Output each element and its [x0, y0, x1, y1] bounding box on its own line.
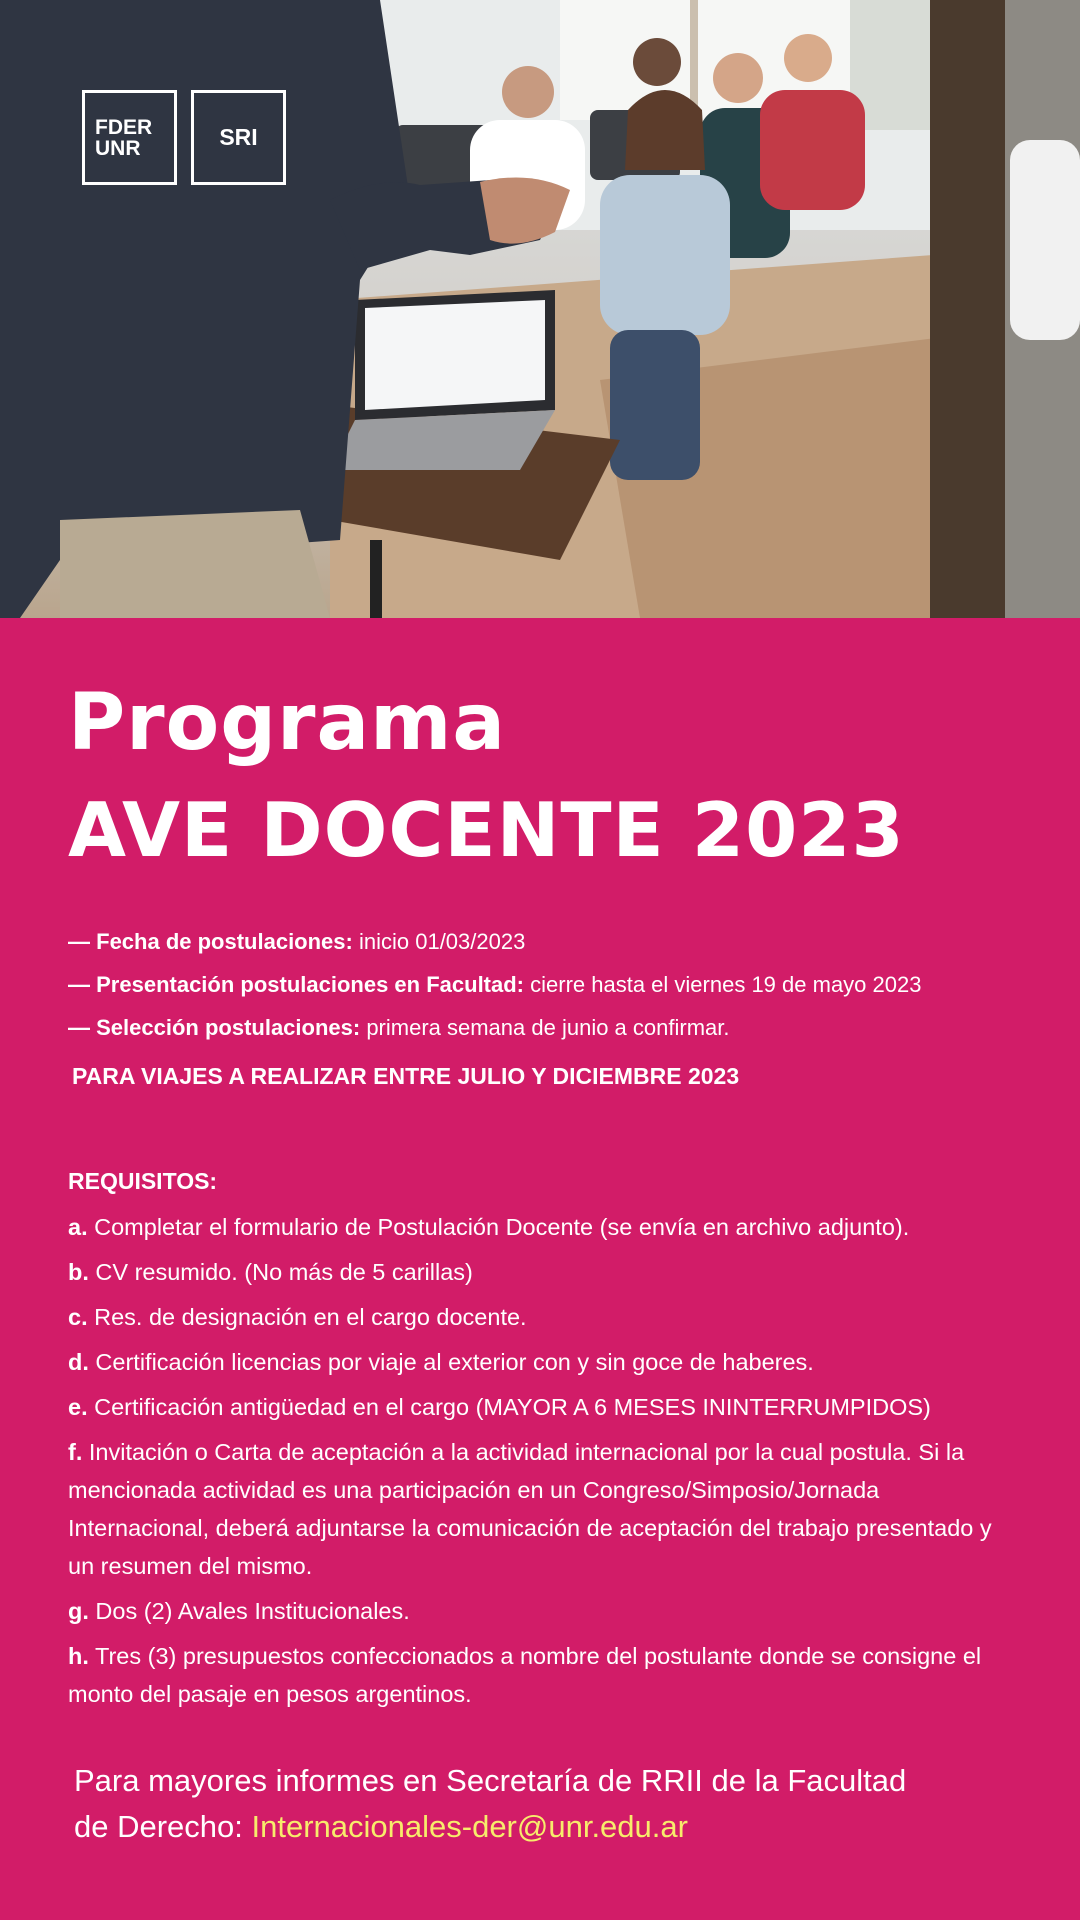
requirement-text: Tres (3) presupuestos confeccionados a nombre del postulante donde se consigne el monto del pasaje en pesos argentinos.	[68, 1643, 982, 1707]
header-photo	[0, 0, 1080, 618]
date-item-applications	[68, 920, 921, 963]
requirement-letter: c.	[68, 1304, 88, 1330]
logo-group	[82, 90, 286, 185]
date-item-selection	[68, 1006, 921, 1049]
requirement-text: Completar el formulario de Postulación Docente (se envía en archivo adjunto).	[87, 1214, 910, 1240]
requirement-item	[68, 1637, 998, 1713]
date-dash: —	[68, 1015, 90, 1040]
fder-unr-logo	[82, 90, 177, 185]
requirement-item	[68, 1208, 998, 1246]
logo-fder-text: FDER	[95, 115, 153, 139]
logo-unr-text: UNR	[95, 136, 141, 160]
date-label: Selección postulaciones:	[96, 1015, 361, 1040]
requirement-item	[68, 1343, 998, 1381]
requirement-item	[68, 1388, 998, 1426]
contact-email-link[interactable]: Internacionales-der@unr.edu.ar	[251, 1809, 688, 1844]
requirement-letter: h.	[68, 1643, 89, 1669]
requirement-item	[68, 1592, 998, 1630]
requirement-letter: d.	[68, 1349, 89, 1375]
requirement-text: Certificación antigüedad en el cargo (MAYOR A 6 MESES ININTERRUMPIDOS)	[87, 1394, 931, 1420]
dates-list	[68, 920, 921, 1049]
title-line-2: AVE DOCENTE 2023	[68, 786, 905, 874]
requirement-text: CV resumido. (No más de 5 carillas)	[88, 1259, 473, 1285]
date-item-submission	[68, 963, 921, 1006]
requirement-text: Dos (2) Avales Institucionales.	[88, 1598, 410, 1624]
requirement-letter: a.	[68, 1214, 88, 1240]
date-value: primera semana de junio a confirmar.	[360, 1015, 730, 1040]
travel-period-note: PARA VIAJES A REALIZAR ENTRE JULIO Y DICIEMBRE 2023	[72, 1063, 740, 1089]
requirement-letter: b.	[68, 1259, 89, 1285]
date-label: Fecha de postulaciones:	[96, 929, 353, 954]
requirement-text: Certificación licencias por viaje al exterior con y sin goce de haberes.	[88, 1349, 814, 1375]
contact-line-2	[74, 1804, 1014, 1850]
requirement-letter: e.	[68, 1394, 88, 1420]
requirements-heading: REQUISITOS:	[68, 1168, 218, 1194]
logo-sri-text: SRI	[219, 124, 258, 150]
requirement-letter: f.	[68, 1439, 83, 1465]
sri-logo	[191, 90, 286, 185]
date-dash: —	[68, 972, 90, 997]
contact-line-1: Para mayores informes en Secretaría de RRII de la Facultad	[74, 1763, 907, 1798]
requirement-item	[68, 1253, 998, 1291]
date-value: inicio 01/03/2023	[352, 929, 526, 954]
date-value: cierre hasta el viernes 19 de mayo 2023	[524, 972, 922, 997]
date-label: Presentación postulaciones en Facultad:	[96, 972, 525, 997]
date-dash: —	[68, 929, 90, 954]
requirements-list	[68, 1208, 1018, 1720]
contact-footer	[74, 1758, 1014, 1850]
contact-prefix: de Derecho:	[74, 1809, 252, 1844]
requirement-text: Invitación o Carta de aceptación a la actividad internacional por la cual postula. Si la mencionada actividad es una participación en un Congreso/Simposio/Jornada Internacional, deberá adjuntarse la comunicación de aceptación del trabajo presentado y un resumen del mismo.	[68, 1439, 992, 1579]
requirement-letter: g.	[68, 1598, 89, 1624]
requirement-item	[68, 1298, 998, 1336]
requirement-item	[68, 1433, 998, 1585]
requirement-text: Res. de designación en el cargo docente.	[87, 1304, 527, 1330]
title-line-1: Programa	[68, 678, 507, 768]
